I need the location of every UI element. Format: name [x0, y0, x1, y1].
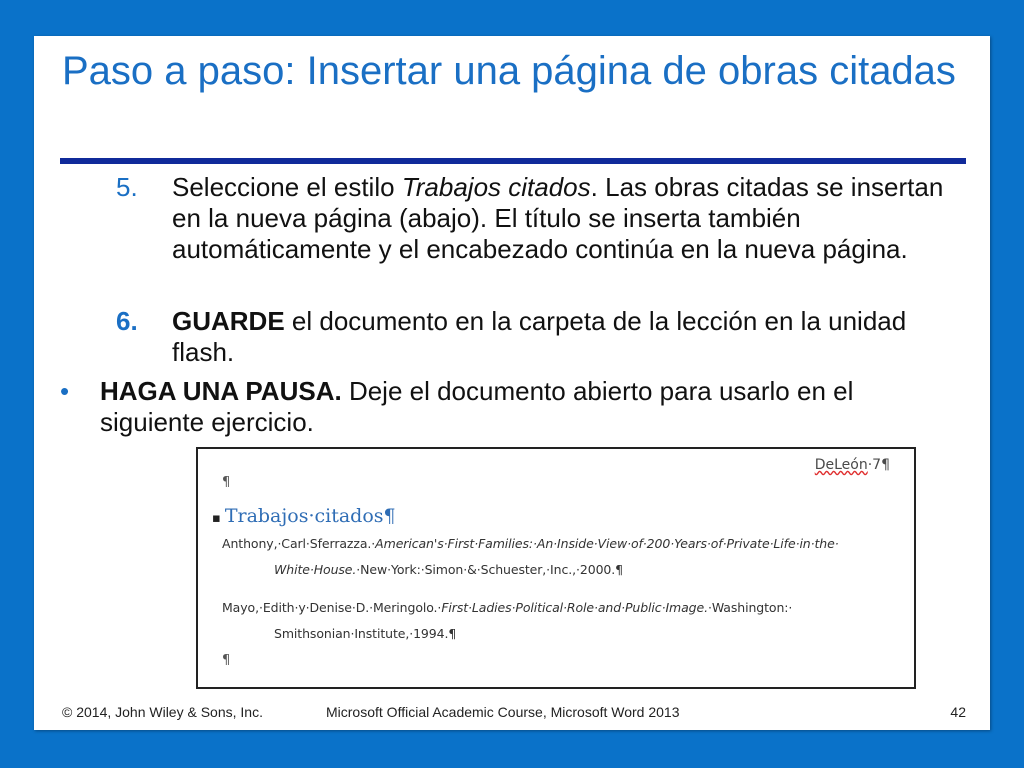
bullet-pause — [60, 376, 960, 438]
citation-place: ·Washington:· — [707, 600, 793, 615]
header-page: ·7¶ — [867, 457, 890, 473]
citation-entry — [222, 531, 892, 583]
step-5 — [116, 172, 956, 265]
citation-title: First·Ladies·Political·Role·and·Public·Image. — [441, 600, 708, 615]
copyright-text: © 2014, John Wiley & Sons, Inc. — [62, 704, 263, 720]
course-name: Microsoft Official Academic Course, Microsoft Word 2013 — [326, 704, 680, 720]
citation-publisher: ·New·York:·Simon·&·Schuester,·Inc.,·2000.¶ — [356, 562, 623, 577]
citation-continuation — [222, 621, 892, 647]
document-screenshot — [196, 447, 916, 689]
page-header — [815, 457, 890, 473]
paragraph-marker-icon: ▪ — [212, 511, 221, 526]
step-text-part: Seleccione el estilo — [172, 172, 402, 202]
step-text — [172, 172, 956, 265]
step-number: 6. — [116, 306, 138, 336]
bullet-text — [100, 376, 960, 438]
slide-footer — [34, 704, 990, 724]
bullet-icon: • — [60, 376, 70, 406]
citation-author: Mayo,·Edith·y·Denise·D.·Meringolo.· — [222, 600, 442, 615]
citation-publisher: Smithsonian·Institute,·1994.¶ — [274, 626, 457, 641]
slide-number: 42 — [950, 704, 966, 720]
bullet-text-part: Deje el documento abierto para usarlo en el siguiente ejercicio. — [100, 376, 854, 437]
header-author: DeLeón — [814, 457, 868, 473]
citation-title: White·House. — [274, 562, 357, 577]
command-word: GUARDE — [172, 306, 285, 336]
citation-entry — [222, 595, 892, 647]
pause-label: HAGA UNA PAUSA. — [100, 376, 342, 406]
step-text-part: . Las obras citadas se insertan en la nueva página (abajo). El título se inserta también automáticamente y el encabezado continúa en la nueva página. — [172, 172, 944, 264]
style-name: Trabajos citados — [401, 172, 591, 202]
slide-title: Paso a paso: Insertar una página de obras citadas — [62, 49, 956, 93]
works-cited-heading — [212, 505, 396, 527]
slide — [34, 36, 990, 730]
step-text — [172, 306, 956, 368]
citation-continuation — [222, 557, 892, 583]
pilcrow-mark: ¶ — [222, 475, 231, 490]
citation-title: American's·First·Families:·An·Inside·View·of·200·Years·of·Private·Life·in·the· — [375, 536, 839, 551]
step-text-part: el documento en la carpeta de la lección en la unidad flash. — [172, 306, 907, 367]
step-number: 5. — [116, 172, 138, 202]
citation-author: Anthony,·Carl·Sferrazza.· — [222, 536, 376, 551]
step-6 — [116, 306, 956, 368]
title-divider — [60, 158, 966, 164]
heading-text: Trabajos·citados¶ — [224, 505, 396, 527]
pilcrow-mark: ¶ — [222, 653, 231, 668]
